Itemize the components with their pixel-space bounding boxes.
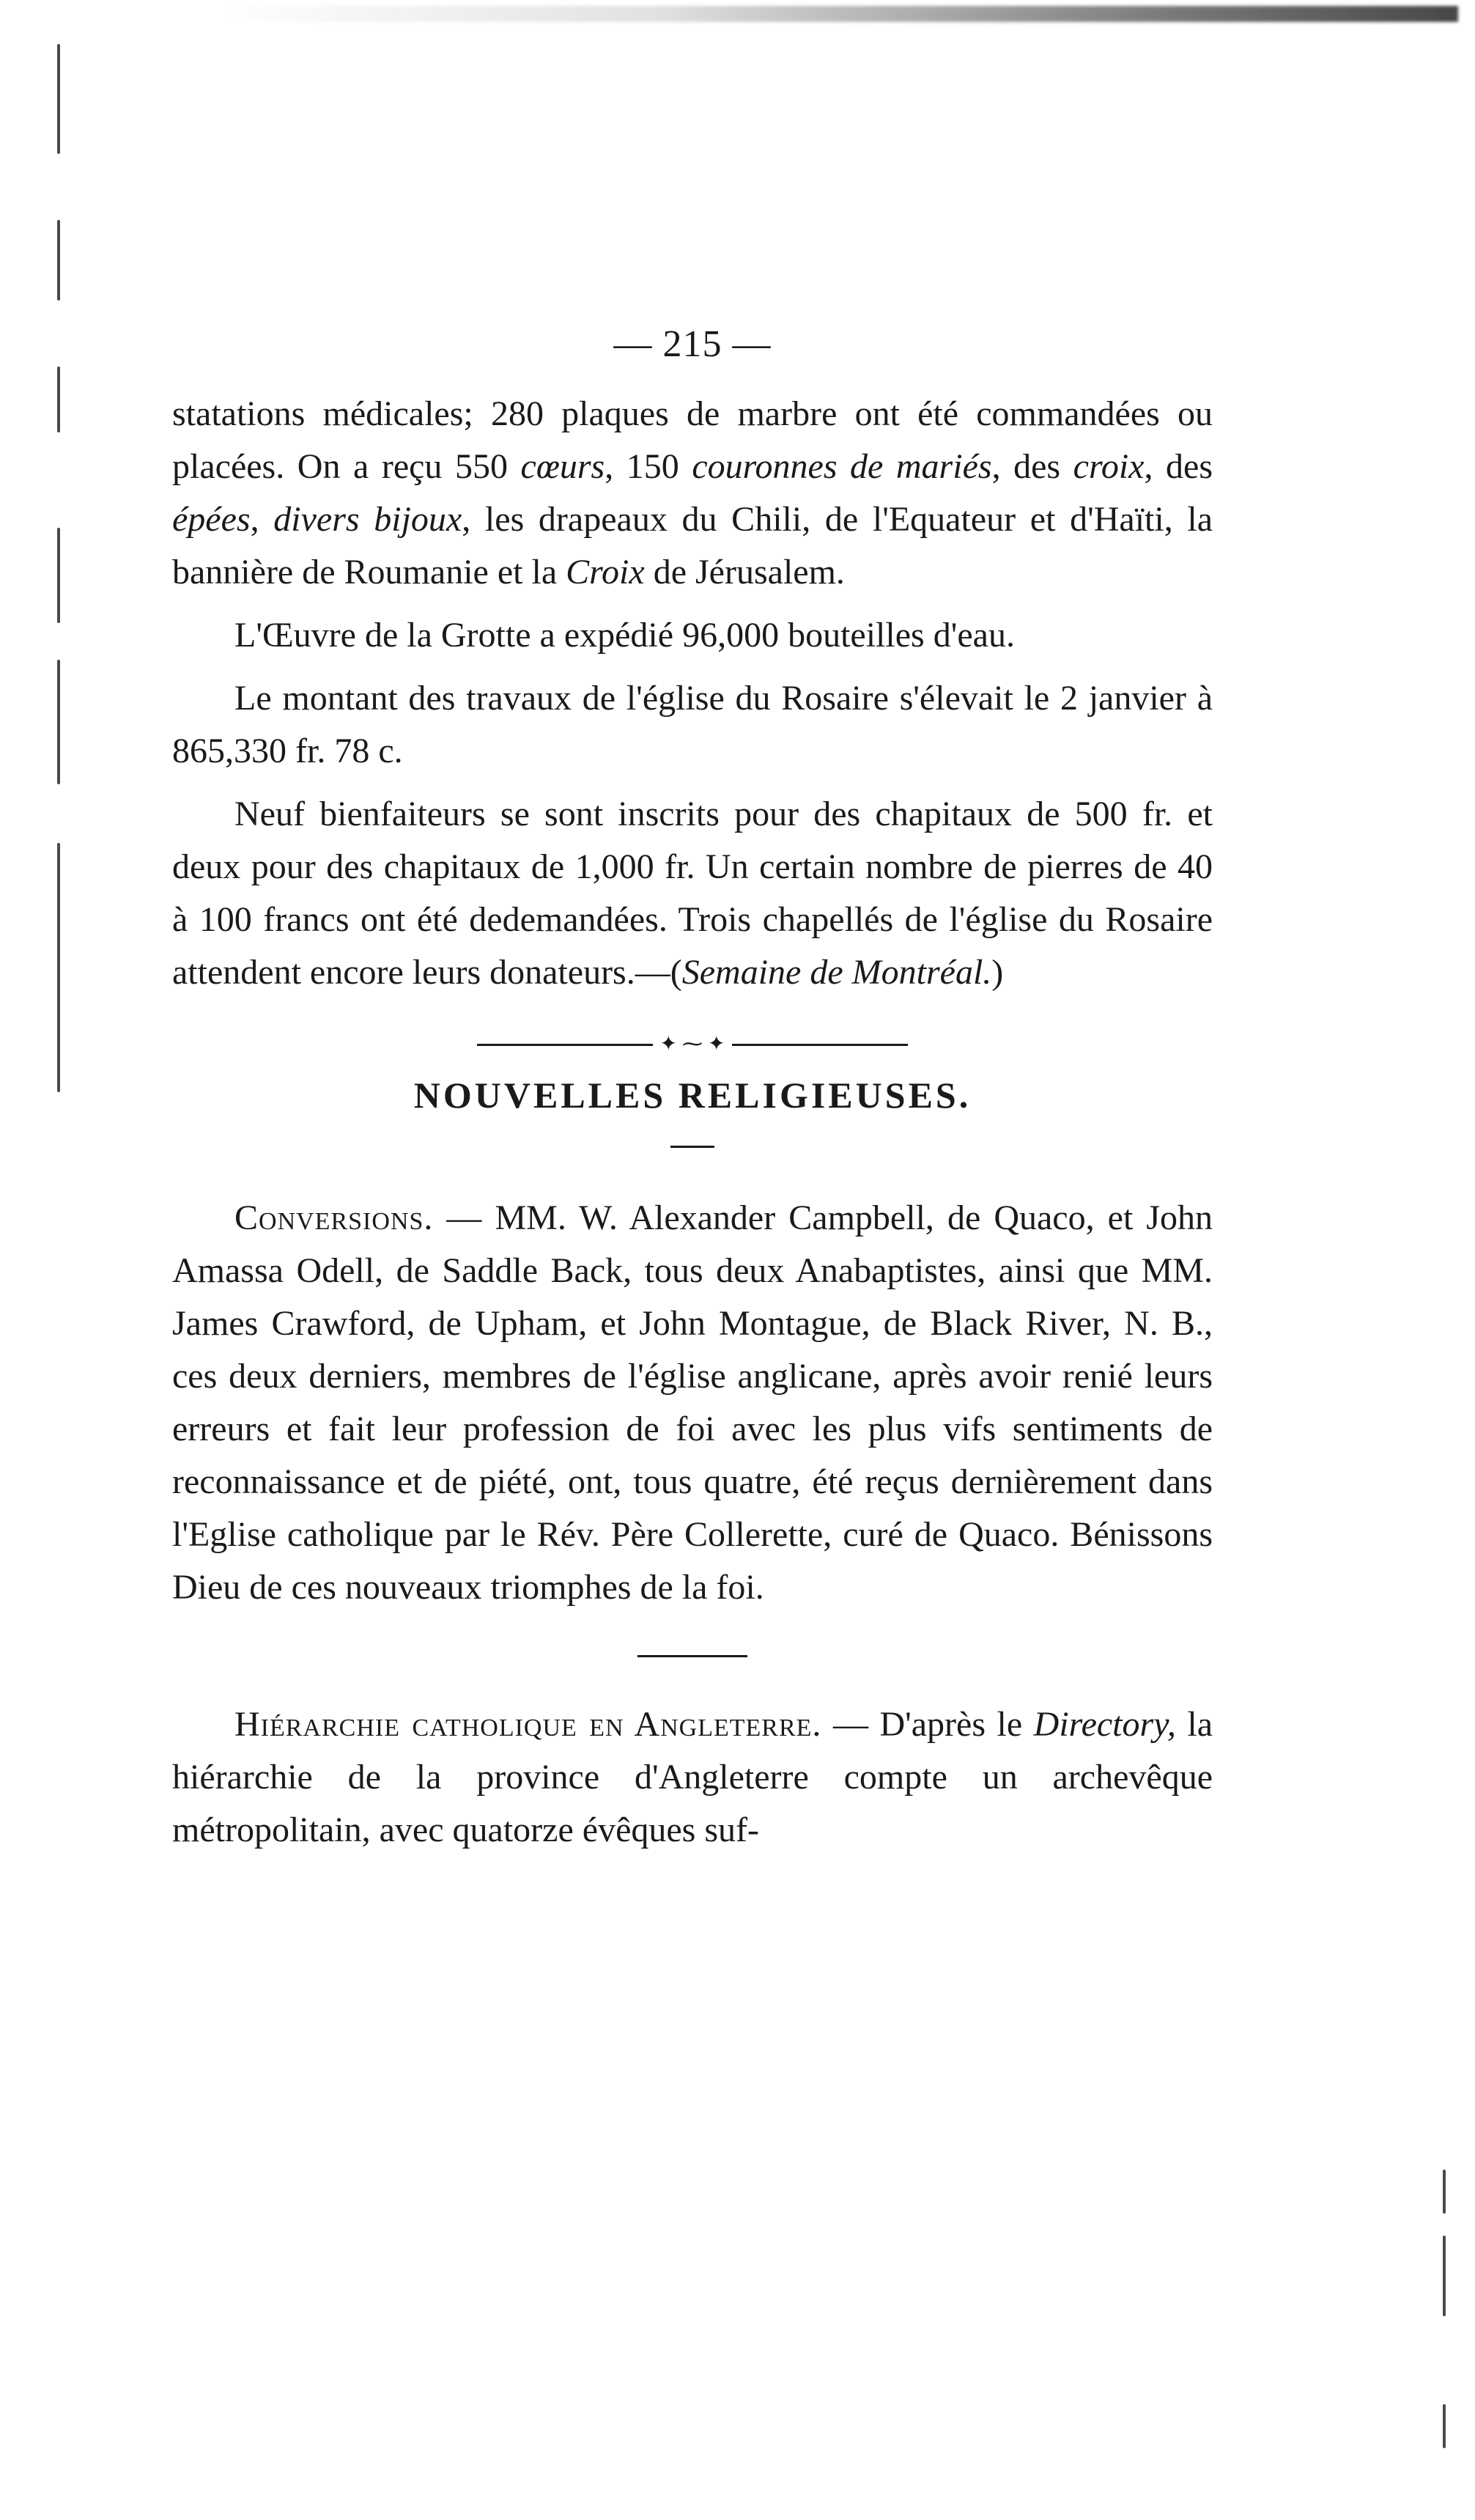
scan-mark — [57, 660, 60, 784]
section-separator — [172, 1034, 1213, 1055]
scan-mark — [1443, 2404, 1446, 2448]
scan-mark — [1443, 2170, 1446, 2214]
article-paragraph — [172, 672, 1213, 778]
conversions-dash: — — [433, 1198, 495, 1237]
italic-text: divers bijoux — [273, 500, 462, 539]
article-paragraph — [172, 788, 1213, 999]
conversions-paragraph — [172, 1192, 1213, 1614]
italic-text: croix — [1073, 447, 1145, 486]
hierarchie-lead: Hiérarchie catholique en Angleterre. — [234, 1705, 822, 1744]
scan-mark — [57, 44, 60, 154]
scan-mark — [57, 843, 60, 1092]
italic-text: Croix — [566, 553, 645, 592]
paragraph-text: , les drapeaux du Chili, de l'Equateur et d'Haïti, la bannière de Roumanie et la — [172, 500, 1213, 592]
separator-ornament: ✦ ⁓ ✦ — [659, 1033, 725, 1055]
conversions-text: MM. W. Alexander Campbell, de Quaco, et John Amassa Odell, de Saddle Back, tous deux Anabaptistes, ainsi que MM. James Crawford, de Upham, et John Montague, de Black River, N. B., ces deux derniers, membres de l'église anglicane, après avoir renié leurs erreurs et fait leur profession de foi avec les plus vifs sentiments de reconnaissance et de piété, ont, tous quatre, été reçus dernièrement dans l'Eglise catholique par le Rév. Père Collerette, curé de Quaco. Bénissons Dieu de ces nouveaux triomphes de la foi. — [172, 1198, 1213, 1607]
paragraph-text: statations médicales; 280 plaques de marbre ont été commandées ou placées. On a reçu 550 — [172, 394, 1213, 486]
italic-text: Semaine de Montréal. — [681, 953, 992, 992]
italic-text: épées — [172, 500, 251, 539]
paragraph-text: , — [250, 500, 274, 539]
book-page — [172, 323, 1213, 1857]
hierarchie-text-before: D'après le — [879, 1705, 1034, 1744]
hierarchie-dash: — — [821, 1705, 880, 1744]
paragraph-text: , des — [991, 447, 1073, 486]
scan-shadow-top — [220, 6, 1458, 22]
paragraph-text: Le montant des travaux de l'église du Rosaire s'élevait le 2 janvier à 865,330 fr. 78 c. — [172, 679, 1213, 770]
scan-mark — [57, 528, 60, 623]
paragraph-text: L'Œuvre de la Grotte a expédié 96,000 bouteilles d'eau. — [234, 616, 1015, 655]
paragraph-text: ) — [991, 953, 1004, 992]
page-number: — 215 — — [613, 323, 772, 365]
italic-text: cœurs — [520, 447, 605, 486]
article-paragraph — [172, 609, 1213, 662]
italic-text: couronnes de mariés — [692, 447, 992, 486]
item-rule — [637, 1655, 747, 1657]
article-paragraph — [172, 388, 1213, 599]
paragraph-text: de Jérusalem. — [644, 553, 845, 592]
hierarchie-paragraph — [172, 1698, 1213, 1857]
section-heading: NOUVELLES RELIGIEUSES. — [413, 1075, 972, 1116]
scan-mark — [57, 220, 60, 301]
hierarchie-text-after: la hiérarchie de la province d'Angleterre compte un archevêque métropolitain, avec quatorze évêques suf- — [172, 1705, 1213, 1849]
separator-line-left — [477, 1044, 653, 1046]
scan-mark — [57, 366, 60, 432]
hierarchie-directory: Directory, — [1033, 1705, 1176, 1744]
scan-mark — [1443, 2236, 1446, 2316]
paragraph-text: Neuf bienfaiteurs se sont inscrits pour des chapitaux de 500 fr. et deux pour des chapitaux de 1,000 fr. Un certain nombre de pierres de 40 à 100 francs ont été dedemandées. Trois chapellés de l'église du Rosaire attendent encore leurs donateurs.—( — [172, 795, 1213, 992]
paragraph-text: , 150 — [605, 447, 692, 486]
paragraph-text: , des — [1144, 447, 1213, 486]
separator-line-right — [732, 1044, 908, 1046]
conversions-lead: Conversions. — [234, 1198, 434, 1237]
article-body-top — [172, 388, 1213, 999]
heading-rule — [670, 1146, 714, 1148]
